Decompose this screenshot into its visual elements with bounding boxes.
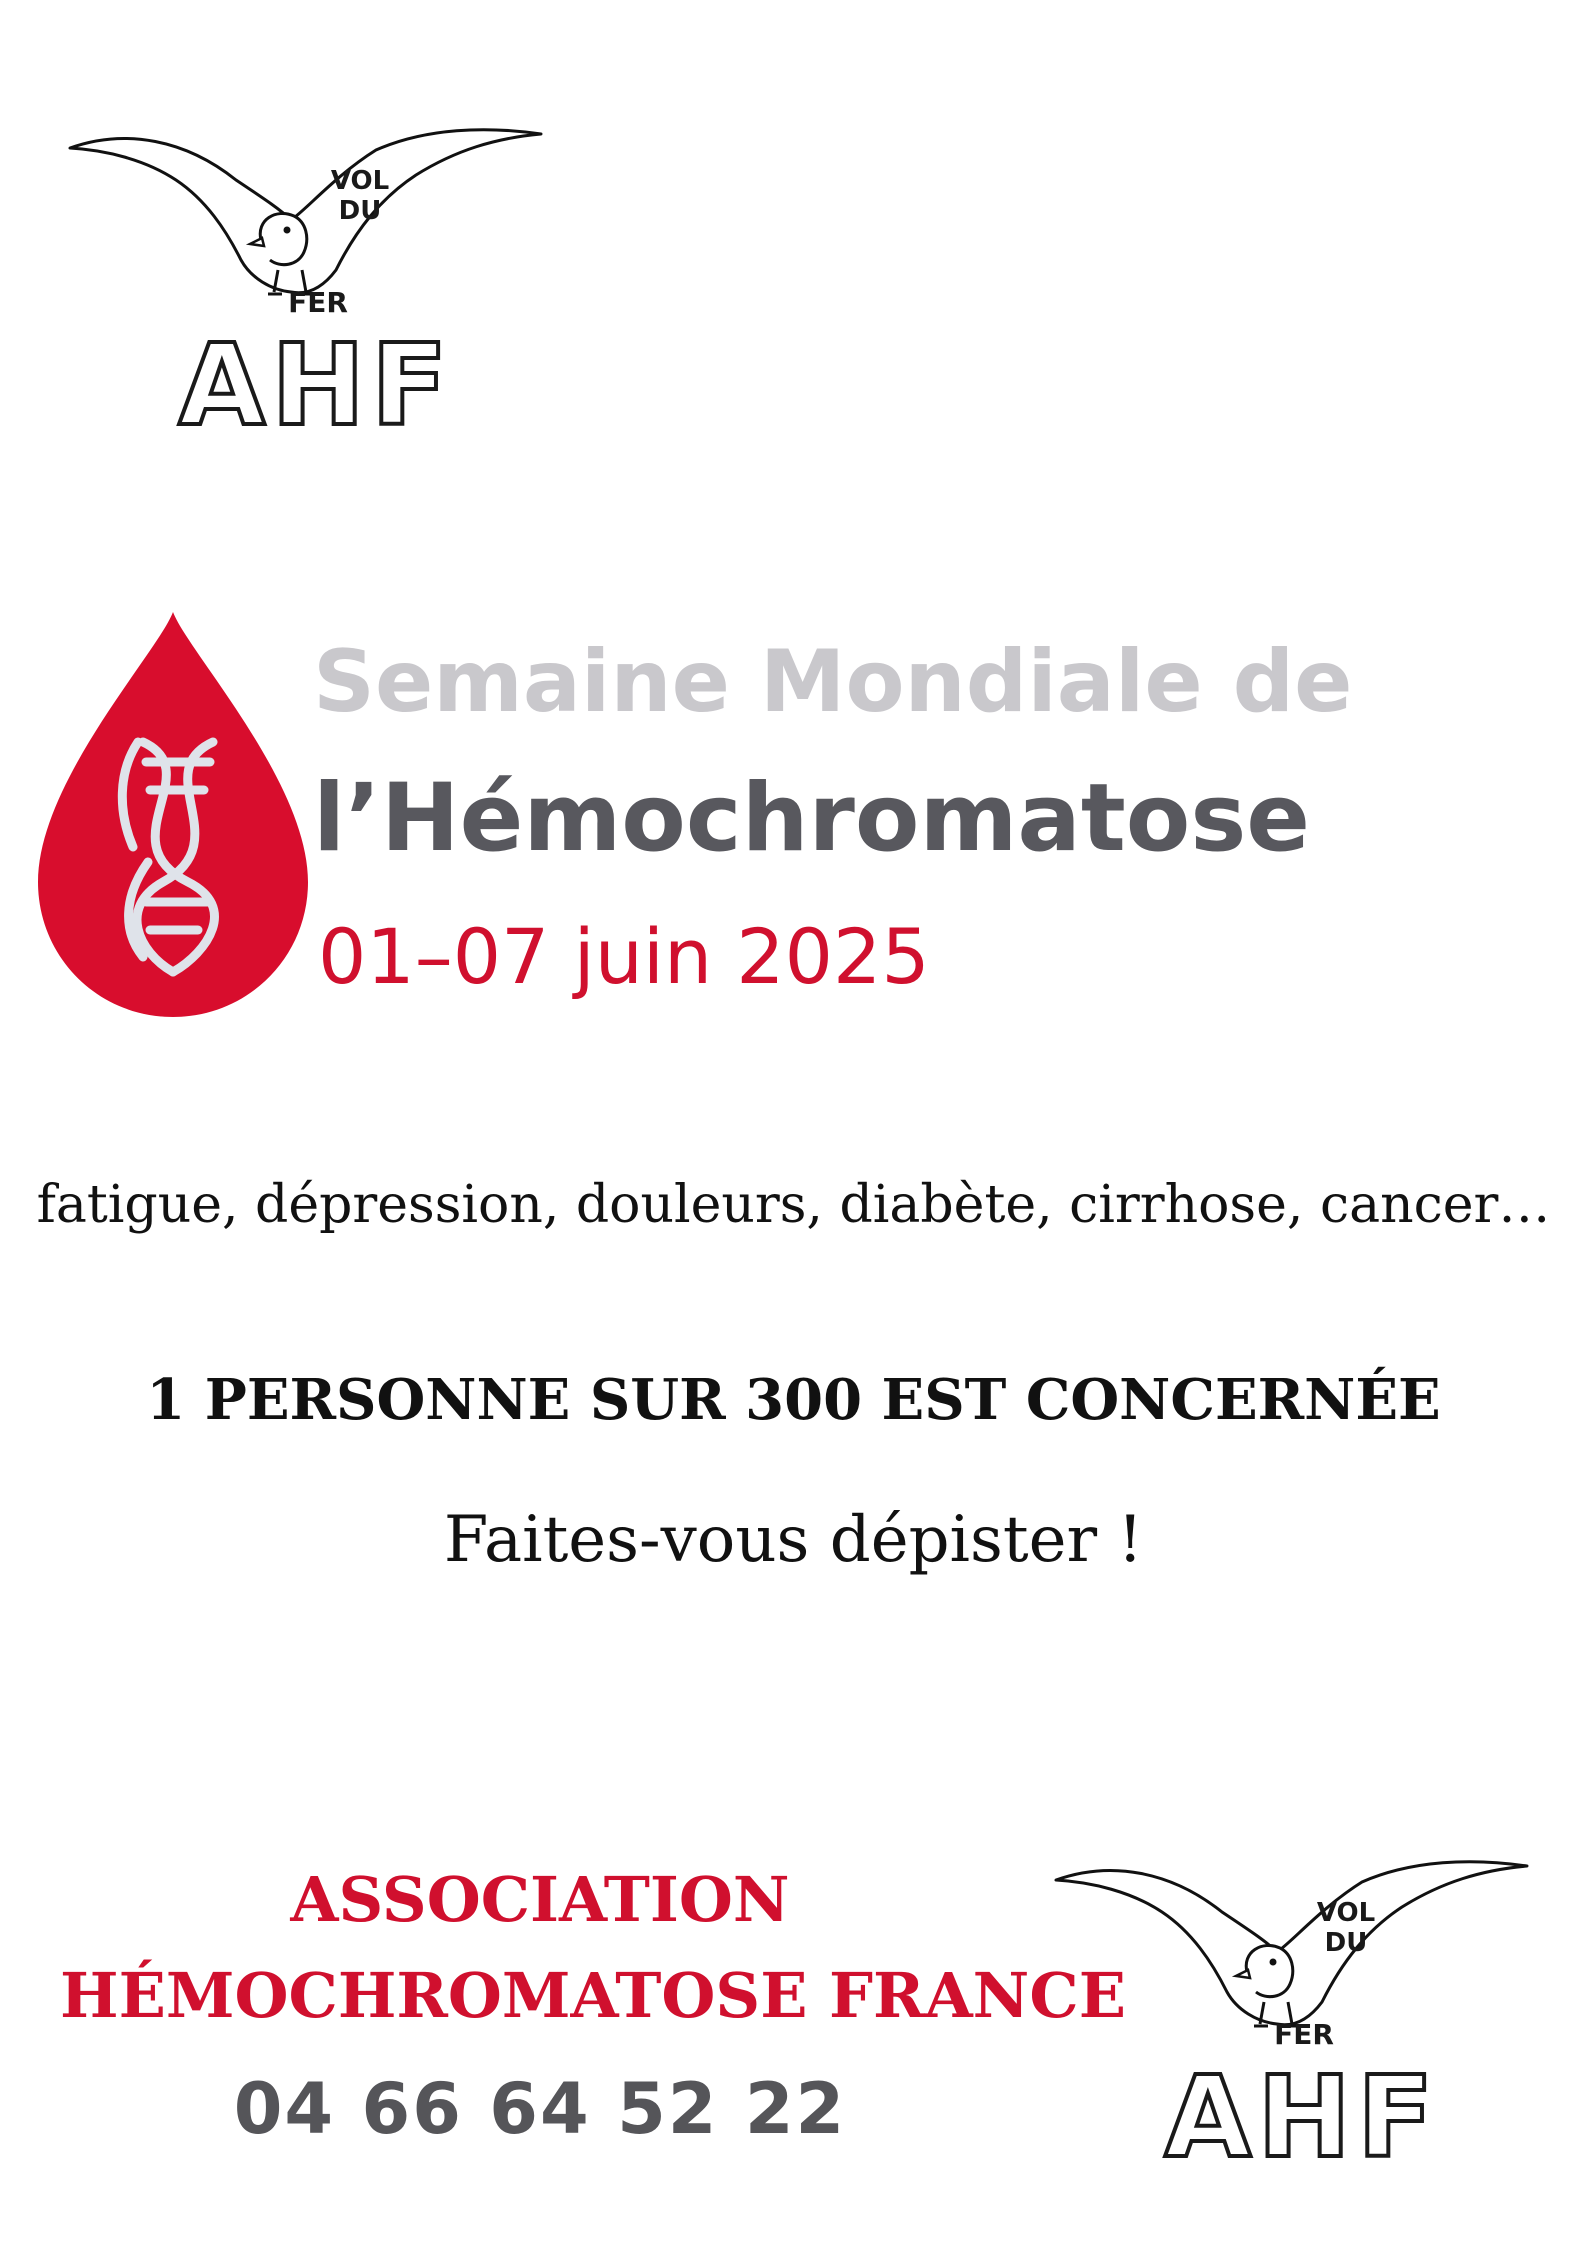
logo-du-text: DU	[1324, 1928, 1368, 1958]
phone-number[interactable]: 04 66 64 52 22	[233, 2068, 847, 2150]
logo-fer-text: FER	[1274, 2018, 1334, 2051]
call-to-action-text: Faites-vous dépister !	[443, 1503, 1144, 1577]
ahf-logo-bottom	[1052, 1852, 1532, 2183]
ahf-logo-top	[66, 120, 546, 451]
logo-ahf-text: AHF	[178, 321, 454, 451]
campaign-dates: 01–07 juin 2025	[318, 912, 930, 1001]
org-name-line1: ASSOCIATION	[290, 1863, 790, 1936]
symptoms-text: fatigue, dépression, douleurs, diabète, cirrhose, cancer…	[36, 1175, 1551, 1235]
logo-vol-text: VOL	[1316, 1898, 1376, 1928]
logo-du-text: DU	[338, 196, 382, 226]
logo-vol-text: VOL	[330, 166, 390, 196]
logo-fer-text: FER	[288, 286, 348, 319]
logo-ahf-text: AHF	[1164, 2053, 1440, 2183]
blood-drop-dna-icon	[38, 612, 308, 1017]
org-name-line2: HÉMOCHROMATOSE FRANCE	[60, 1959, 1126, 2032]
campaign-title-line1: Semaine Mondiale de	[313, 632, 1353, 732]
campaign-title-line2: l’Hémochromatose	[313, 764, 1311, 873]
statistic-text: 1 PERSONNE SUR 300 EST CONCERNÉE	[146, 1367, 1441, 1433]
